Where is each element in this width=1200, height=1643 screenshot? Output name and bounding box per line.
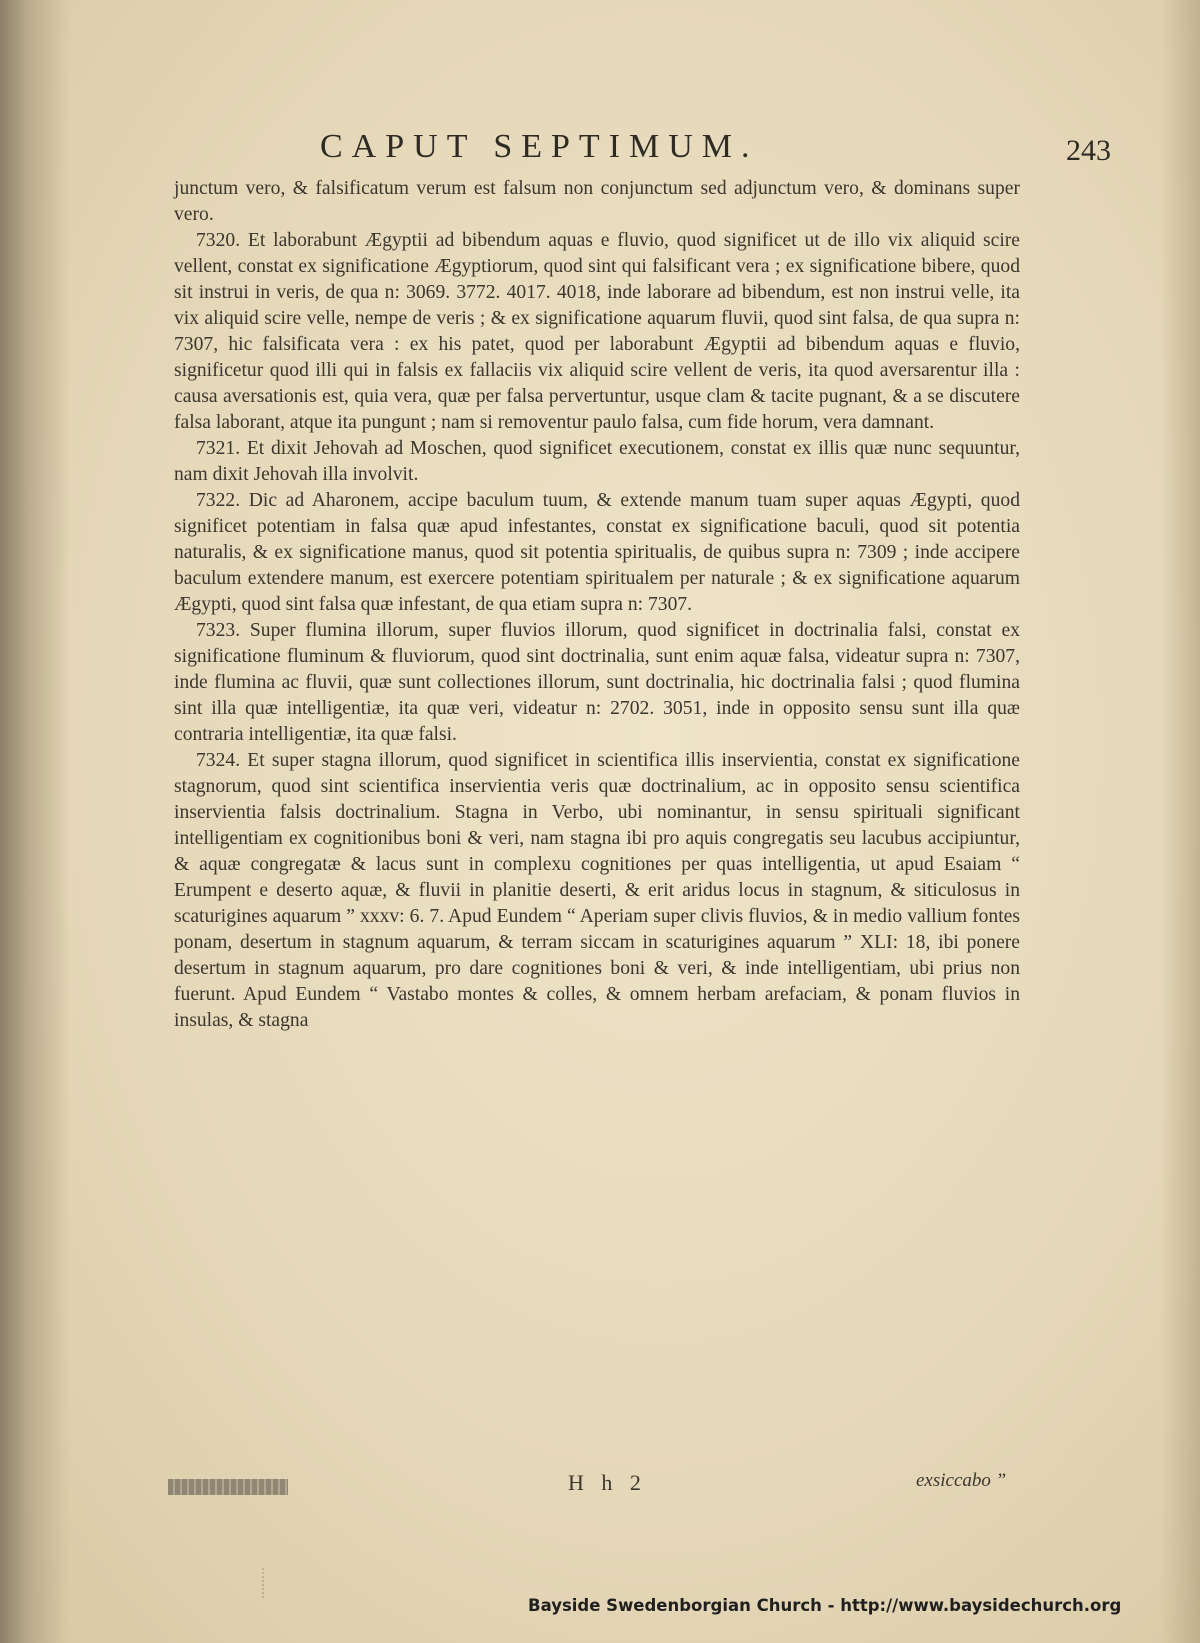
body-text	[174, 176, 1020, 1034]
paragraph-7321: 7321. Et dixit Jehovah ad Moschen, quod significet executionem, constat ex illis quæ nunc sequuntur, nam dixit Jehovah illa involvit.	[174, 438, 1020, 485]
paragraph-7324: 7324. Et super stagna illorum, quod significet in scientifica illis inservientia, constat ex significatione stagnorum, quod sint scientifica inservientia veris quæ doctrinalium, ac in opposito sensu scientifica inservientia falsis doctrinalium. Stagna in Verbo, ubi nominantur, in sensu spirituali significant intelligentiam ex cognitionibus boni & veri, nam stagna ibi pro aquis congregatis seu lacubus accipiuntur, & aquæ congregatæ & lacus sunt in complexu cognitiones per quas intelligentia, ut apud Esaiam “ Erumpent e deserto aquæ, & fluvii in planitie deserti, & erit aridus locus in stagnum, & siticulosus in scaturigines aquarum ” xxxv: 6. 7. Apud Eundem “ Aperiam super clivis fluvios, & in medio vallium fontes ponam, desertum in stagnum aquarum, & terram siccam in scaturigines aquarum ” XLI: 18, ibi ponere desertum in stagnum aquarum, pro dare cognitiones boni & veri, & inde intelligentiam, ubi prius non fuerunt. Apud Eundem “ Vastabo montes & colles, & omnem herbam arefaciam, & ponam fluvios in insulas, & stagna	[174, 750, 1020, 1031]
paper-speck	[262, 1568, 278, 1598]
paragraph-continuation: junctum vero, & falsificatum verum est falsum non conjunctum sed adjunctum vero, & dominans super vero.	[174, 178, 1020, 225]
paragraph-7322: 7322. Dic ad Aharonem, accipe baculum tuum, & extende manum tuam super aquas Ægypti, quod significet potentiam in falsa quæ apud infestantes, constat ex significatione baculi, quod sit potentia naturalis, & ex significatione manus, quod sit potentia spiritualis, de quibus supra n: 7309 ; inde accipere baculum extendere manum, est exercere potentiam spiritualem per naturale ; & ex significatione aquarum Ægypti, quod sint falsa quæ infestant, de qua etiam supra n: 7307.	[174, 490, 1020, 615]
page-edge-shadow	[1160, 0, 1200, 1643]
paragraph-7323: 7323. Super flumina illorum, super fluvios illorum, quod significet in doctrinalia falsi, constat ex significatione fluminum & fluviorum, quod sint doctrinalia, sunt enim aquæ falsa, videatur supra n: 7307, inde flumina ac fluvii, quæ sunt collectiones illorum, sunt doctrinalia, hic doctrinalia falsi ; quod flumina sint illa quæ intelligentiæ, ita quæ veri, videatur n: 2702. 3051, inde in opposito sensu sunt illa quæ contraria intelligentiæ, ita quæ falsi.	[174, 620, 1020, 745]
running-header	[0, 128, 1200, 178]
ink-smudge	[168, 1479, 288, 1495]
book-spine-shadow	[0, 0, 70, 1643]
catchword: exsiccabo ”	[916, 1470, 1007, 1491]
watermark-credit: Bayside Swedenborgian Church - http://www.baysidechurch.org	[528, 1596, 1122, 1615]
header-title: CAPUT SEPTIMUM.	[320, 128, 759, 165]
signature-mark: H h 2	[568, 1470, 647, 1495]
page-number: 243	[1066, 134, 1111, 167]
paragraph-7320: 7320. Et laborabunt Ægyptii ad bibendum aquas e fluvio, quod significet ut de illo vix aliquid scire vellent, constat ex significatione Ægyptiorum, quod sint qui falsificant vera ; ex significatione bibere, quod sit instrui in veris, de qua n: 3069. 3772. 4017. 4018, inde laborare ad bibendum, est non instrui velle, ita vix aliquid scire velle, nempe de veris ; & ex significatione aquarum fluvii, quod sint falsa, de qua supra n: 7307, hic falsificata vera : ex his patet, quod per laborabunt Ægyptii ad bibendum aquas e fluvio, significetur quod illi qui in falsis ex fallaciis vix aliquid scire vellent de veris, ita quod aversarentur illa : causa aversationis est, quia vera, quæ per falsa pervertuntur, usque clam & tacite pugnant, & a se discutere falsa laborant, atque ita pungunt ; nam si removentur paulo falsa, cum fide horum, vera damnant.	[174, 230, 1020, 433]
